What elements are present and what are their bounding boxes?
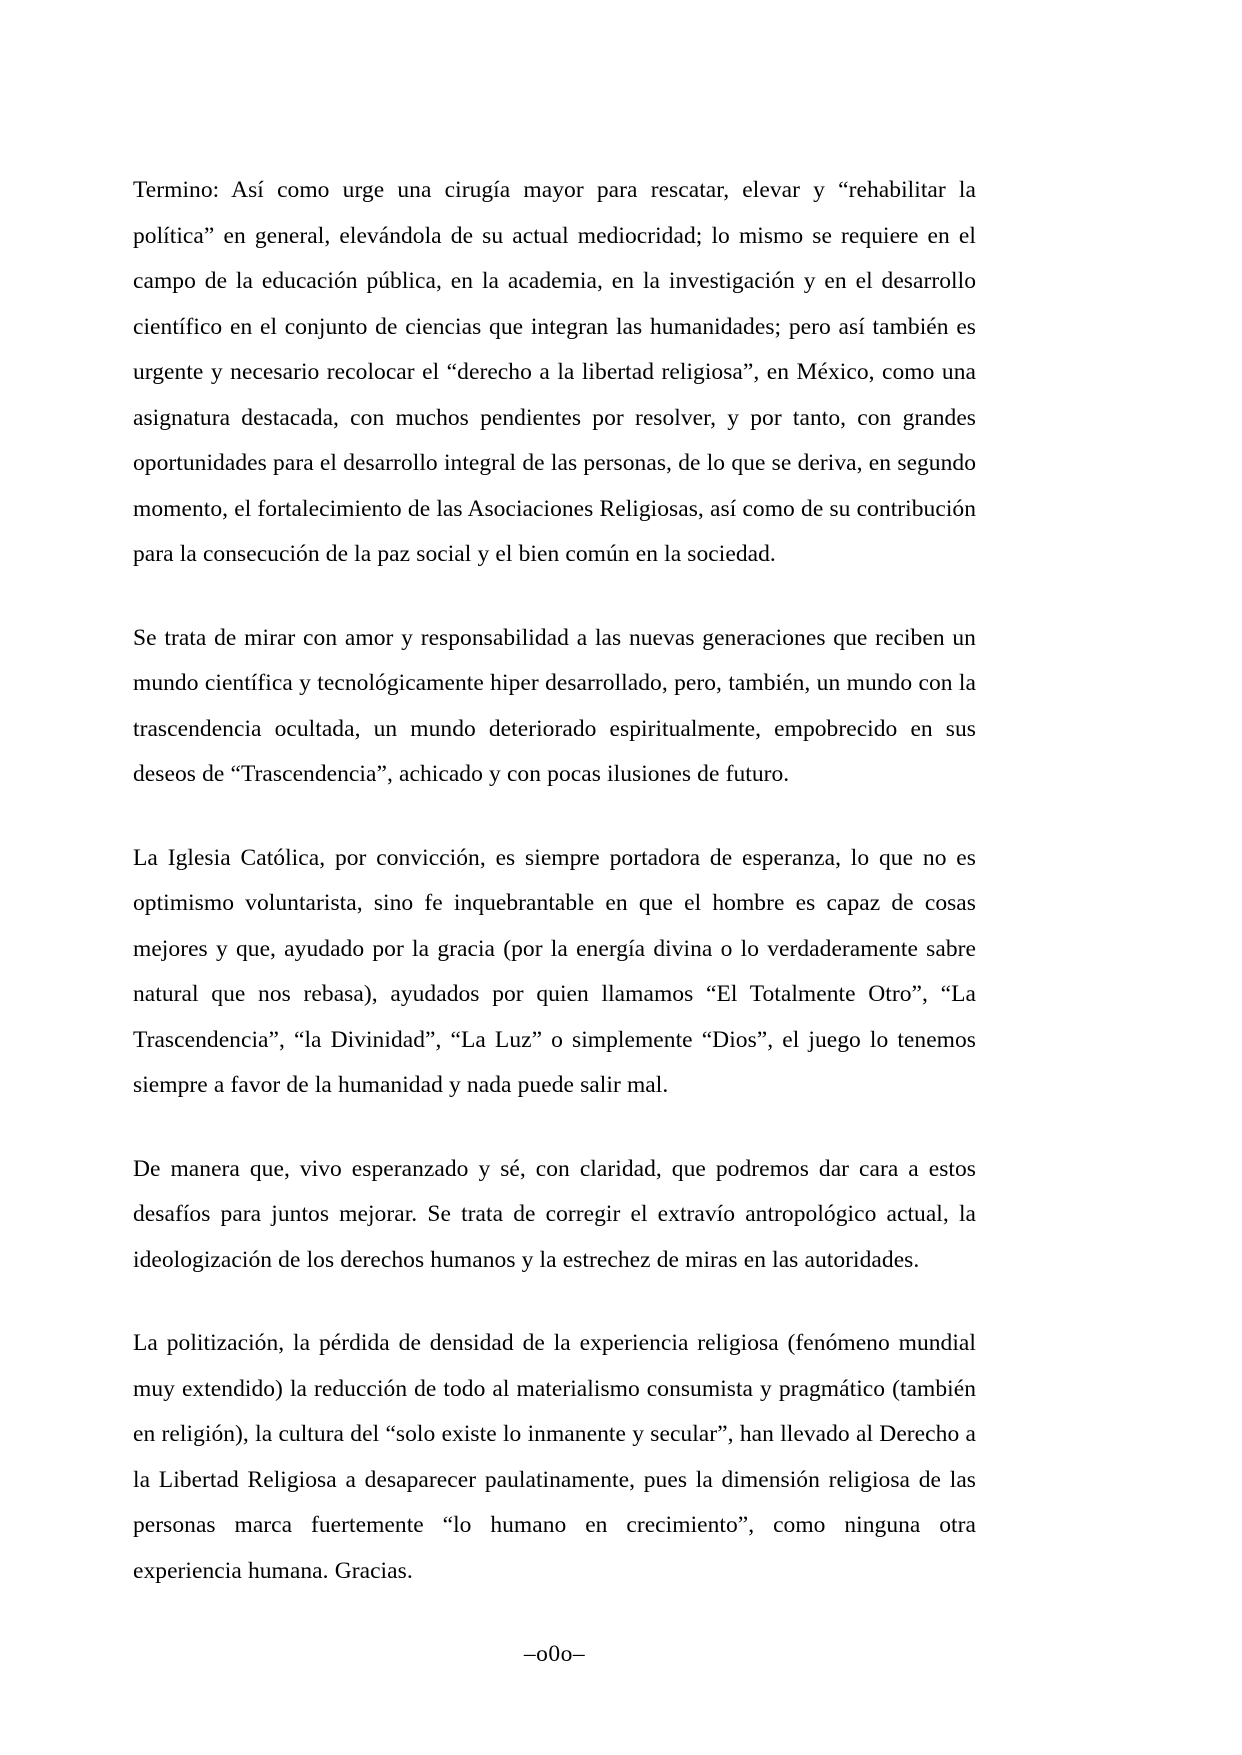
paragraph-1: Termino: Así como urge una cirugía mayor para rescatar, elevar y “rehabilitar la política” en general, elevándola de su actual mediocridad; lo mismo se requiere en el campo de la educación pública, en la academia, en la investigación y en el desarrollo científico en el conjunto de ciencias que integran las humanidades; pero así también es urgente y necesario recolocar el “derecho a la libertad religiosa”, en México, como una asignatura destacada, con muchos pendientes por resolver, y por tanto, con grandes oportunidades para el desarrollo integral de las personas, de lo que se deriva, en segundo momento, el fortalecimiento de las Asociaciones Religiosas, así como de su contribución para la consecución de la paz social y el bien común en la sociedad. [133,177,976,567]
document-body [133,168,976,1678]
paragraph-4: De manera que, vivo esperanzado y sé, con claridad, que podremos dar cara a estos desafíos para juntos mejorar. Se trata de corregir el extravío antropológico actual, la ideologización de los derechos humanos y la estrechez de miras en las autoridades. [133,1155,976,1273]
paragraph-5: La politización, la pérdida de densidad de la experiencia religiosa (fenómeno mundial muy extendido) la reducción de todo al materialismo consumista y pragmático (también en religión), la cultura del “solo existe lo inmanente y secular”, han llevado al Derecho a la Libertad Religiosa a desaparecer paulatinamente, pues la dimensión religiosa de las personas marca fuertemente “lo humano en crecimiento”, como ninguna otra experiencia humana. Gracias. [133,1330,976,1584]
paragraph-2: Se trata de mirar con amor y responsabilidad a las nuevas generaciones que reciben un mundo científica y tecnológicamente hiper desarrollado, pero, también, un mundo con la trascendencia ocultada, un mundo deteriorado espiritualmente, empobrecido en sus deseos de “Trascendencia”, achicado y con pocas ilusiones de futuro. [133,624,976,787]
paragraph-3: La Iglesia Católica, por convicción, es siempre portadora de esperanza, lo que no es optimismo voluntarista, sino fe inquebrantable en que el hombre es capaz de cosas mejores y que, ayudado por la gracia (por la energía divina o lo verdaderamente sabre natural que nos rebasa), ayudados por quien llamamos “El Totalmente Otro”, “La Trascendencia”, “la Divinidad”, “La Luz” o simplemente “Dios”, el juego lo tenemos siempre a favor de la humanidad y nada puede salir mal. [133,844,976,1098]
closing-mark: –o0o– [523,1641,586,1667]
